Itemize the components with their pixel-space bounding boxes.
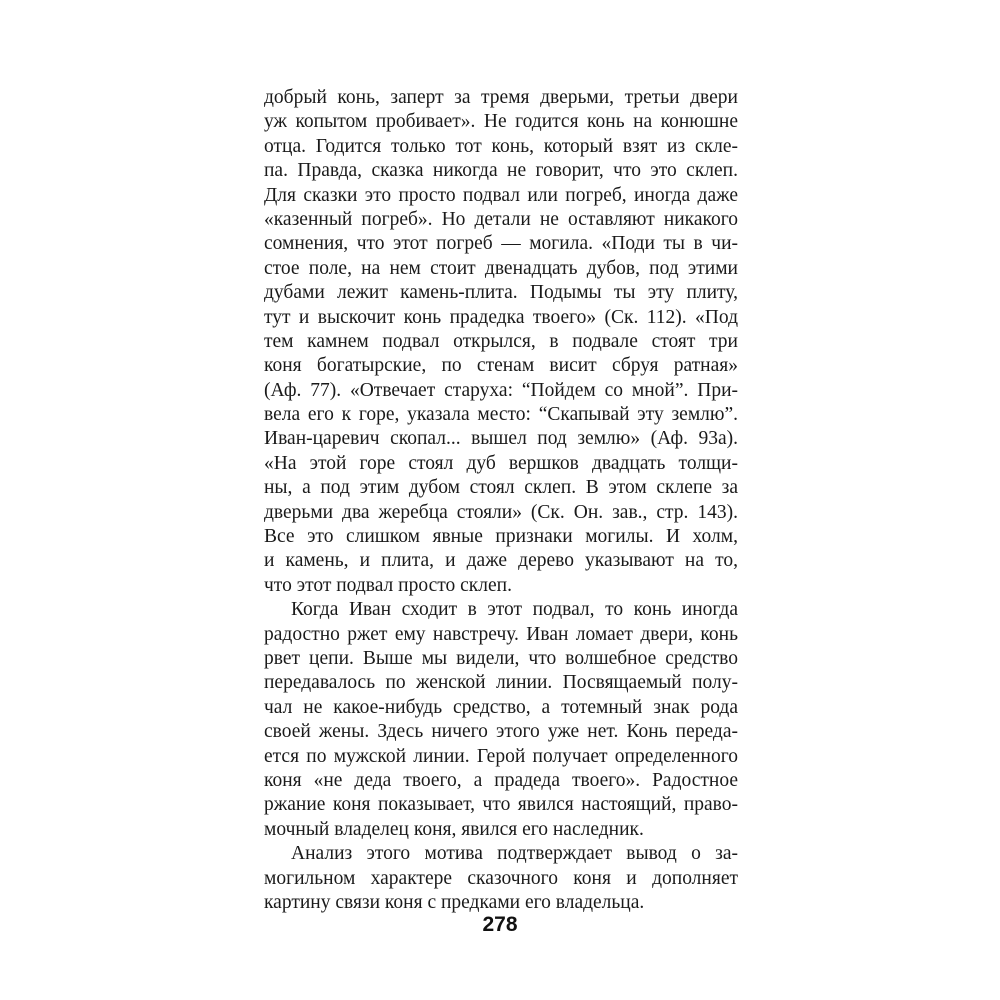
text-line: отца. Годится только тот конь, который взят из скле-	[264, 135, 738, 157]
text-line: коня богатырские, по стенам висит сбруя ратная»	[264, 355, 738, 377]
text-line: передавалось по женской линии. Посвящаемый полу-	[264, 672, 738, 694]
page-number: 278	[482, 913, 518, 936]
text-line: могильном характере сказочного коня и дополняет	[264, 867, 738, 889]
text-line: коня «не деда твоего, а прадеда твоего». Радостное	[264, 769, 738, 791]
text-line: вела его к горе, указала место: “Скапывай эту землю”.	[264, 404, 738, 426]
text-line: ржание коня показывает, что явился настоящий, право-	[264, 794, 738, 816]
text-line: мочный владелец коня, явился его наследник.	[264, 818, 644, 840]
text-line: дверьми два жеребца стояли» (Ск. Он. зав., стр. 143).	[264, 501, 738, 523]
text-line: стое поле, на нем стоит двенадцать дубов, под этими	[264, 257, 738, 279]
text-line: и камень, и плита, и даже дерево указывают на то,	[264, 550, 738, 572]
text-line: Для сказки это просто подвал или погреб, иногда даже	[264, 184, 738, 206]
text-line: «казенный погреб». Но детали не оставляют никакого	[264, 208, 738, 230]
paragraph	[264, 598, 738, 842]
text-line: Все это слишком явные признаки могилы. И холм,	[264, 526, 738, 548]
text-line: рвет цепи. Выше мы видели, что волшебное средство	[264, 647, 738, 669]
text-line: ны, а под этим дубом стоял склеп. В этом склепе за	[264, 477, 738, 499]
text-line: ется по мужской линии. Герой получает определенного	[264, 745, 738, 767]
text-line: Когда Иван сходит в этот подвал, то конь иногда	[291, 599, 738, 621]
text-line: «На этой горе стоял дуб вершков двадцать толщи-	[264, 452, 738, 474]
text-line: чал не какое-нибудь средство, а тотемный знак рода	[264, 696, 738, 718]
text-line: добрый конь, заперт за тремя дверьми, третьи двери	[264, 87, 738, 108]
text-line: уж копытом пробивает». Не годится конь на конюшне	[264, 111, 738, 133]
text-line: тем камнем подвал открылся, в подвале стоят три	[264, 330, 738, 352]
text-line: Анализ этого мотива подтверждает вывод о за-	[291, 843, 738, 865]
text-line: тут и выскочит конь прадедка твоего» (Ск. 112). «Под	[264, 306, 738, 328]
text-line: картину связи коня с предками его владельца.	[264, 891, 645, 913]
text-line: своей жены. Здесь ничего этого уже нет. Конь переда-	[264, 721, 738, 743]
text-line: па. Правда, сказка никогда не говорит, что это склеп.	[264, 160, 738, 182]
text-line: Иван-царевич скопал... вышел под землю» (Аф. 93а).	[264, 428, 738, 450]
text-line: дубами лежит камень-плита. Подымы ты эту плиту,	[264, 282, 738, 304]
paragraph	[264, 842, 738, 915]
text-line: (Аф. 77). «Отвечает старуха: “Пойдем со мной”. При-	[264, 379, 738, 401]
text-line: сомнения, что этот погреб — могила. «Поди ты в чи-	[264, 233, 738, 255]
text-line: что этот подвал просто склеп.	[264, 574, 512, 596]
paragraph	[264, 86, 738, 598]
text-line: радостно ржет ему навстречу. Иван ломает двери, конь	[264, 623, 738, 645]
text-block	[264, 86, 738, 915]
